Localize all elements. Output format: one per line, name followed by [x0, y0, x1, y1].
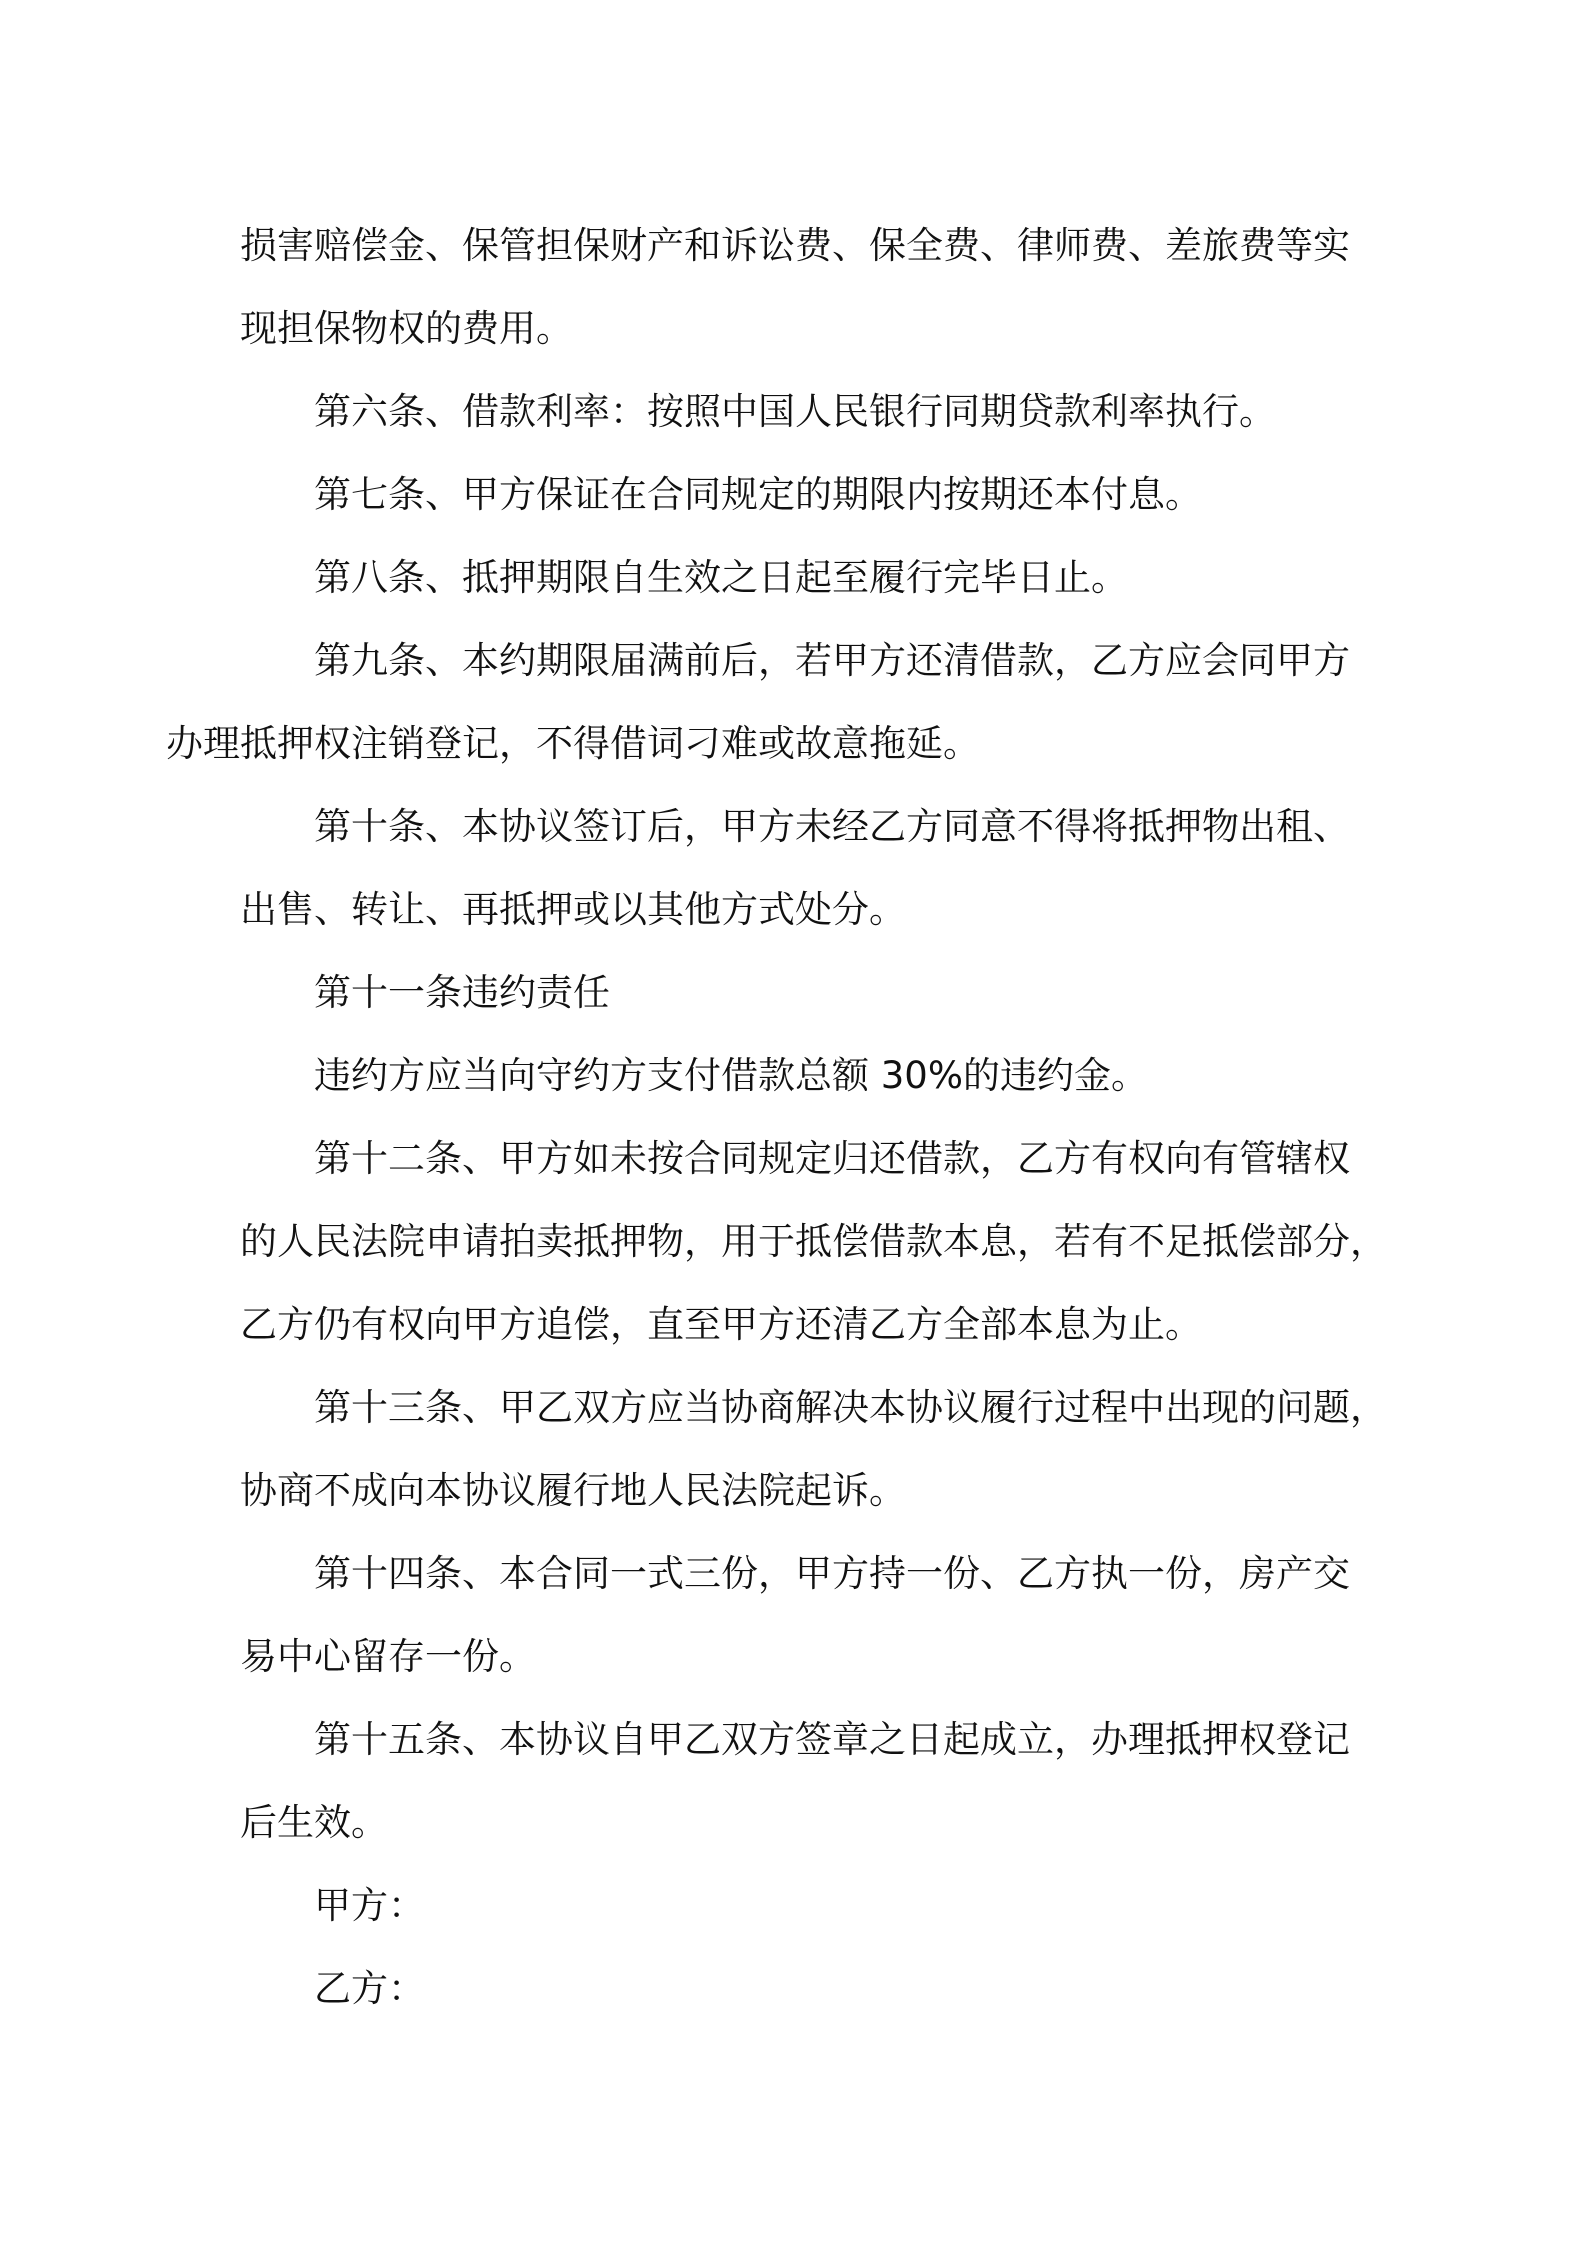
article-8	[240, 536, 1360, 619]
article-15	[240, 1698, 1360, 1864]
article-14	[240, 1532, 1360, 1698]
article-6	[240, 370, 1360, 453]
paragraph-line: 第六条、借款利率：按照中国人民银行同期贷款利率执行。	[314, 390, 1276, 433]
article-13	[240, 1366, 1387, 1532]
paragraph-line: 第八条、抵押期限自生效之日起至履行完毕日止。	[314, 556, 1128, 599]
paragraph-line: 现担保物权的费用。	[240, 307, 573, 350]
paragraph-line: 乙方仍有权向甲方追偿，直至甲方还清乙方全部本息为止。	[240, 1303, 1202, 1346]
article-12	[240, 1117, 1387, 1366]
signature-party-a: 甲方：	[314, 1884, 425, 1927]
signature-party-b: 乙方：	[314, 1967, 425, 2010]
paragraph-line: 出售、转让、再抵押或以其他方式处分。	[240, 888, 906, 931]
paragraph-line: 的人民法院申请拍卖抵押物，用于抵偿借款本息，若有不足抵偿部分，	[240, 1220, 1387, 1263]
paragraph-line: 违约方应当向守约方支付借款总额 30%的违约金。	[314, 1054, 1148, 1097]
paragraph-line: 协商不成向本协议履行地人民法院起诉。	[240, 1469, 906, 1512]
paragraph-line: 第十条、本协议签订后，甲方未经乙方同意不得将抵押物出租、	[314, 805, 1350, 848]
paragraph-line: 第十一条违约责任	[314, 971, 610, 1014]
paragraph-line: 第十五条、本协议自甲乙双方签章之日起成立，办理抵押权登记	[314, 1718, 1350, 1761]
article-11-body	[240, 1034, 1360, 1117]
paragraph-line: 第七条、甲方保证在合同规定的期限内按期还本付息。	[314, 473, 1202, 516]
paragraph-line: 第十四条、本合同一式三份，甲方持一份、乙方执一份，房产交	[314, 1552, 1350, 1595]
paragraph-continuation	[240, 204, 1360, 370]
paragraph-line: 后生效。	[240, 1801, 388, 1844]
paragraph-line: 办理抵押权注销登记，不得借词刁难或故意拖延。	[166, 722, 980, 765]
paragraph-line: 第九条、本约期限届满前后，若甲方还清借款，乙方应会同甲方	[314, 639, 1350, 682]
paragraph-line: 易中心留存一份。	[240, 1635, 536, 1678]
article-7	[240, 453, 1360, 536]
article-9	[166, 619, 1360, 785]
paragraph-line: 第十二条、甲方如未按合同规定归还借款，乙方有权向有管辖权	[314, 1137, 1350, 1180]
document-body	[166, 204, 1387, 2030]
article-10	[240, 785, 1360, 951]
paragraph-line: 损害赔偿金、保管担保财产和诉讼费、保全费、律师费、差旅费等实	[240, 224, 1350, 267]
paragraph-line: 第十三条、甲乙双方应当协商解决本协议履行过程中出现的问题，	[314, 1386, 1387, 1429]
article-11-heading	[240, 951, 1360, 1034]
